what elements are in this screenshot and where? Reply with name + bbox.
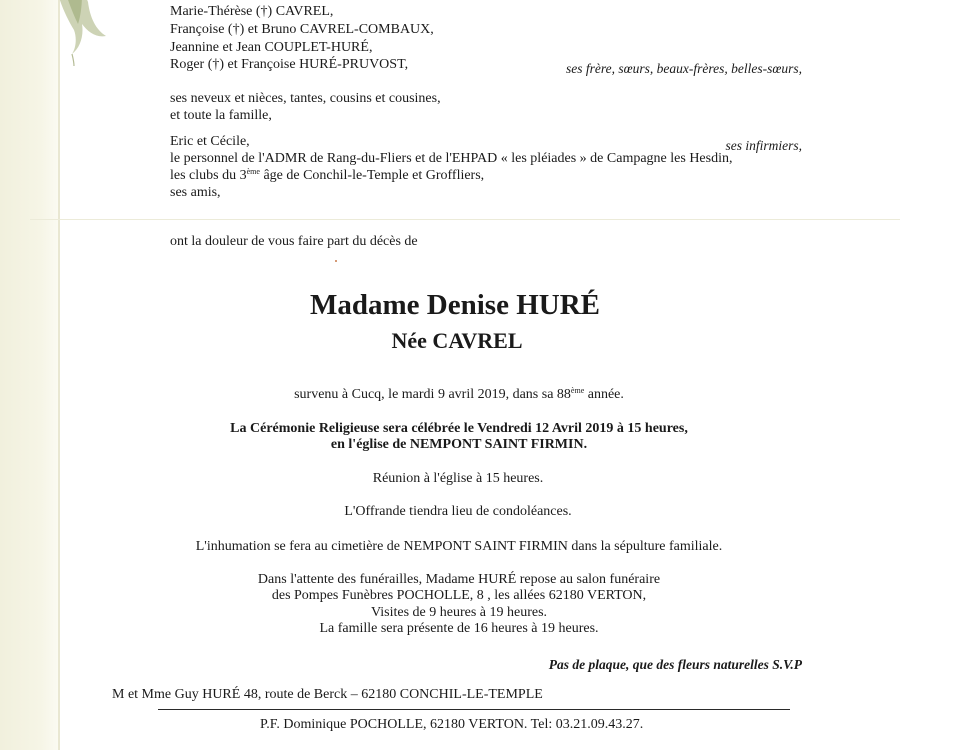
ceremony-line-1: La Cérémonie Religieuse sera célébrée le Vendredi 12 Avril 2019 à 15 heures, [230, 421, 688, 436]
death-notice-sup: ème [570, 386, 585, 395]
death-notice [294, 386, 624, 403]
salon-line-3: Visites de 9 heures à 19 heures. [370, 605, 548, 620]
relatives-line-1: ses neveux et nièces, tantes, cousins et cousines, [170, 91, 441, 106]
carers-line-4: ses amis, [170, 185, 221, 200]
salon-line-2: des Pompes Funèbres POCHOLLE, 8 , les allées 62180 VERTON, [271, 588, 647, 603]
deceased-maiden-name: Née CAVREL [391, 328, 523, 353]
death-notice-post: année. [584, 387, 624, 402]
family-address: M et Mme Guy HURÉ 48, route de Berck – 62180 CONCHIL-LE-TEMPLE [112, 687, 543, 702]
carers-line-3-sup: ème [246, 167, 260, 176]
carers-line-3-pre: les clubs du 3 [170, 168, 247, 183]
carers-line-2: le personnel de l'ADMR de Rang-du-Fliers et de l'EHPAD « les pléiades » de Campagne les Hesdin, [170, 151, 733, 166]
funeral-home-footer: P.F. Dominique POCHOLLE, 62180 VERTON. Tel: 03.21.09.43.27. [260, 717, 644, 732]
burial-note: L'inhumation se fera au cimetière de NEMPONT SAINT FIRMIN dans la sépulture familiale. [195, 539, 723, 554]
carers-line-3-post: âge de Conchil-le-Temple et Groffliers, [259, 168, 485, 183]
announcement: ont la douleur de vous faire part du décès de [170, 234, 418, 249]
salon-line-4: La famille sera présente de 16 heures à 19 heures. [319, 621, 599, 636]
family-line-3: Jeannine et Jean COUPLET-HURÉ, [170, 40, 373, 55]
faint-fold-line [30, 219, 900, 220]
lily-flower-icon [52, 0, 110, 66]
carers-line-3 [170, 167, 484, 184]
decorative-side-strip [0, 0, 58, 750]
death-notice-pre: survenu à Cucq, le mardi 9 avril 2019, dans sa 88 [294, 387, 571, 402]
deceased-name: Madame Denise HURÉ [310, 289, 600, 321]
family-line-2: Françoise (†) et Bruno CAVREL-COMBAUX, [170, 22, 434, 37]
relatives-line-2: et toute la famille, [170, 108, 272, 123]
carers-relation: ses infirmiers, [725, 138, 802, 153]
side-strip-edge [58, 0, 60, 750]
salon-line-1: Dans l'attente des funérailles, Madame HURÉ repose au salon funéraire [257, 572, 661, 587]
footer-divider [158, 709, 790, 710]
family-line-4: Roger (†) et Françoise HURÉ-PRUVOST, [170, 57, 409, 72]
family-line-1: Marie-Thérèse (†) CAVREL, [170, 4, 334, 19]
family-relation: ses frère, sœurs, beaux-frères, belles-sœurs, [566, 61, 802, 76]
flowers-request: Pas de plaque, que des fleurs naturelles S.V.P [548, 657, 802, 672]
ceremony-line-2: en l'église de NEMPONT SAINT FIRMIN. [330, 437, 588, 452]
church-meeting: Réunion à l'église à 15 heures. [372, 471, 544, 486]
print-speck [335, 260, 337, 262]
carers-line-1: Eric et Cécile, [170, 134, 250, 149]
offering-note: L'Offrande tiendra lieu de condoléances. [344, 504, 572, 519]
